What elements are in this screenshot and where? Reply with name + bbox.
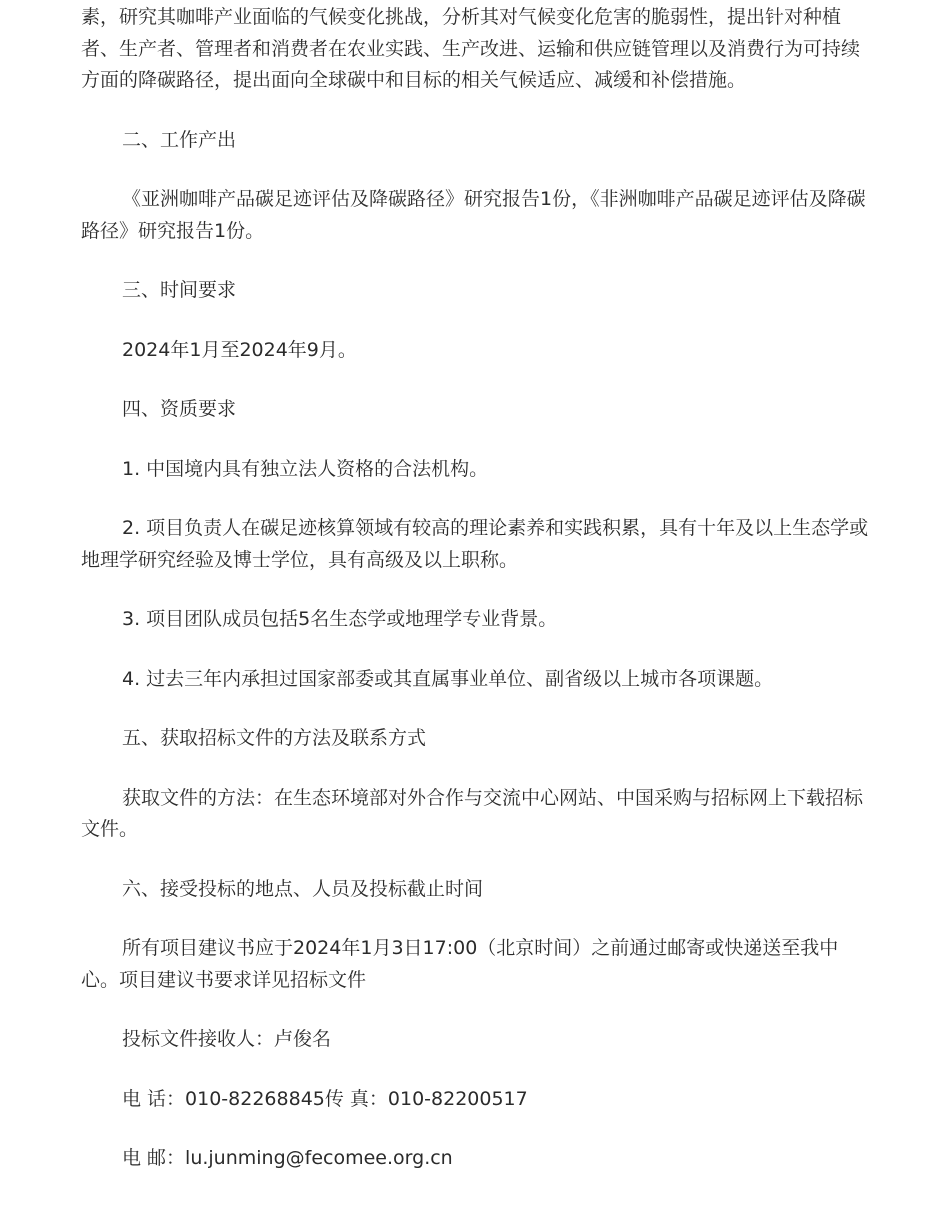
output-paragraph: 《亚洲咖啡产品碳足迹评估及降碳路径》研究报告1份，《非洲咖啡产品碳足迹评估及降碳路径》研究报告1份。 — [81, 188, 866, 242]
section-heading-time: 三、时间要求 — [122, 279, 237, 301]
phone-fax-line: 电 话：010-82268845传 真：010-82200517 — [122, 1087, 528, 1110]
qualification-item: 1. 中国境内具有独立法人资格的合法机构。 — [122, 457, 489, 480]
section-heading-submission: 六、接受投标的地点、人员及投标截止时间 — [122, 877, 484, 900]
email-line: 电 邮：lu.junming@fecomee.org.cn — [122, 1147, 453, 1169]
document-body — [81, 0, 871, 1203]
intro-paragraph-tail: 素，研究其咖啡产业面临的气候变化挑战，分析其对气候变化危害的脆弱性，提出针对种植者、生产者、管理者和消费者在农业实践、生产改进、运输和供应链管理以及消费行为可持续方面的降碳路径，提出面向全球碳中和目标的相关气候适应、减缓和补偿措施。 — [81, 6, 861, 91]
time-paragraph: 2024年1月至2024年9月。 — [122, 338, 357, 361]
obtain-paragraph: 获取文件的方法：在生态环境部对外合作与交流中心网站、中国采购与招标网上下载招标文件。 — [81, 786, 864, 840]
section-heading-qualification: 四、资质要求 — [122, 398, 237, 420]
qualification-item: 4. 过去三年内承担过国家部委或其直属事业单位、副省级以上城市各项课题。 — [122, 667, 774, 690]
qualification-item: 3. 项目团队成员包括5名生态学或地理学专业背景。 — [122, 608, 558, 630]
section-heading-output: 二、工作产出 — [122, 128, 237, 151]
qualification-item: 2. 项目负责人在碳足迹核算领域有较高的理论素养和实践积累，具有十年及以上生态学或地理学研究经验及博士学位，具有高级及以上职称。 — [81, 517, 869, 571]
receiver-line: 投标文件接收人：卢俊名 — [122, 1028, 332, 1050]
submission-paragraph: 所有项目建议书应于2024年1月3日17:00（北京时间）之前通过邮寄或快递送至我中心。项目建议书要求详见招标文件 — [81, 937, 839, 991]
section-heading-obtain: 五、获取招标文件的方法及联系方式 — [122, 727, 427, 749]
